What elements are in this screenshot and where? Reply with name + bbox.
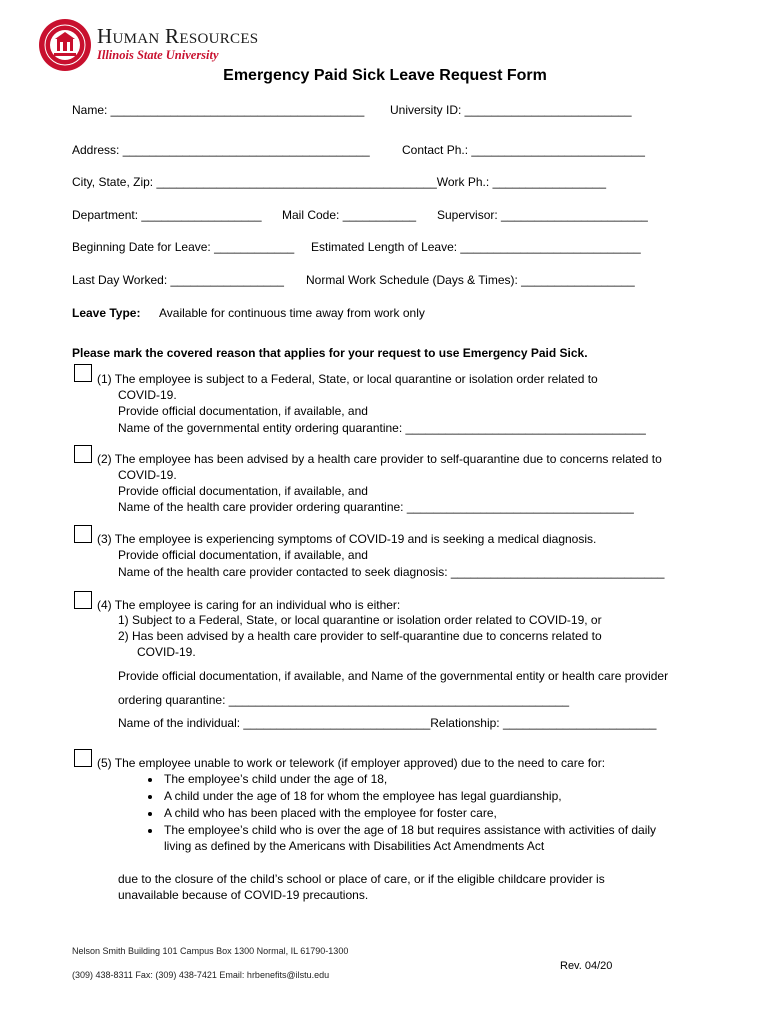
reason-5-bullet-4: The employee’s child who is over the age of 18 but requires assistance with activities of daily bbox=[164, 823, 657, 837]
reason-3-provider-field[interactable]: Name of the health care provider contacted to seek diagnosis: ________________________________ bbox=[118, 565, 665, 579]
address-field[interactable]: Address: _____________________________________ bbox=[72, 143, 370, 157]
reason-4-sub-2: 2) Has been advised by a health care provider to self-quarantine due to concerns related to bbox=[118, 629, 602, 643]
reason-2-text: (2) The employee has been advised by a health care provider to self-quarantine due to concerns related to bbox=[97, 452, 662, 466]
reason-2-provider-field[interactable]: Name of the health care provider ordering quarantine: __________________________________ bbox=[118, 500, 634, 514]
reason-1-doc-text: Provide official documentation, if available, and bbox=[118, 404, 368, 418]
reason-5-closing-cont: unavailable because of COVID-19 precautions. bbox=[118, 888, 369, 902]
reason-2-checkbox[interactable] bbox=[74, 445, 92, 463]
estimated-length-field[interactable]: Estimated Length of Leave: ___________________________ bbox=[311, 240, 641, 254]
reason-5-bullet-2: A child under the age of 18 for whom the employee has legal guardianship, bbox=[164, 789, 562, 803]
mail-code-field[interactable]: Mail Code: ___________ bbox=[282, 208, 417, 222]
bullet-icon bbox=[148, 829, 152, 833]
beginning-date-field[interactable]: Beginning Date for Leave: ____________ bbox=[72, 240, 295, 254]
reason-4-individual-field[interactable]: Name of the individual: ____________________________Relationship: _______________________ bbox=[118, 716, 657, 730]
reason-3-doc-text: Provide official documentation, if available, and bbox=[118, 548, 368, 562]
reason-1-entity-field[interactable]: Name of the governmental entity ordering quarantine: ____________________________________ bbox=[118, 421, 646, 435]
university-seal-icon bbox=[38, 18, 92, 72]
leave-type-label: Leave Type: bbox=[72, 306, 141, 320]
reason-4-sub-1: 1) Subject to a Federal, State, or local quarantine or isolation order related to COVID-19, or bbox=[118, 613, 602, 627]
department-field[interactable]: Department: __________________ bbox=[72, 208, 262, 222]
bullet-icon bbox=[148, 795, 152, 799]
reason-1-checkbox[interactable] bbox=[74, 364, 92, 382]
contact-phone-field[interactable]: Contact Ph.: __________________________ bbox=[402, 143, 645, 157]
reason-5-bullet-4-cont: living as defined by the Americans with Disabilities Act Amendments Act bbox=[164, 839, 545, 853]
reason-3-checkbox[interactable] bbox=[74, 525, 92, 543]
instruction-text: Please mark the covered reason that applies for your request to use Emergency Paid Sick. bbox=[72, 346, 588, 360]
reason-4-sub-2-cont: COVID-19. bbox=[137, 645, 196, 659]
reason-5-text: (5) The employee unable to work or telework (if employer approved) due to the need to care for: bbox=[97, 756, 606, 770]
last-day-worked-field[interactable]: Last Day Worked: _________________ bbox=[72, 273, 284, 287]
bullet-icon bbox=[148, 812, 152, 816]
footer-contact: (309) 438-8311 Fax: (309) 438-7421 Email: hrbenefits@ilstu.edu bbox=[72, 970, 330, 980]
city-state-zip-field[interactable]: City, State, Zip: __________________________________________Work Ph.: _________________ bbox=[72, 175, 607, 189]
leave-type-value: Available for continuous time away from work only bbox=[159, 306, 425, 320]
footer-address: Nelson Smith Building 101 Campus Box 1300 Normal, IL 61790-1300 bbox=[72, 946, 349, 956]
reason-4-doc-text: Provide official documentation, if available, and Name of the governmental entity or health care provider bbox=[118, 669, 669, 683]
university-id-field[interactable]: University ID: _________________________ bbox=[390, 103, 632, 117]
reason-5-bullet-1: The employee’s child under the age of 18, bbox=[164, 772, 388, 786]
org-subtitle: Illinois State University bbox=[97, 48, 219, 62]
reason-4-ordering-field[interactable]: ordering quarantine: ___________________________________________________ bbox=[118, 693, 570, 707]
reason-5-checkbox[interactable] bbox=[74, 749, 92, 767]
reason-1-text: (1) The employee is subject to a Federal, State, or local quarantine or isolation order related to bbox=[97, 372, 598, 386]
normal-schedule-field[interactable]: Normal Work Schedule (Days & Times): _________________ bbox=[306, 273, 635, 287]
reason-1-text-cont: COVID-19. bbox=[118, 388, 177, 402]
revision-label: Rev. 04/20 bbox=[560, 960, 613, 972]
reason-3-text: (3) The employee is experiencing symptoms of COVID-19 and is seeking a medical diagnosis. bbox=[97, 532, 597, 546]
reason-2-doc-text: Provide official documentation, if available, and bbox=[118, 484, 368, 498]
reason-2-text-cont: COVID-19. bbox=[118, 468, 177, 482]
bullet-icon bbox=[148, 778, 152, 782]
form-title: Emergency Paid Sick Leave Request Form bbox=[223, 67, 547, 84]
org-title: Human Resources bbox=[97, 24, 259, 48]
reason-4-checkbox[interactable] bbox=[74, 591, 92, 609]
reason-5-bullet-3: A child who has been placed with the employee for foster care, bbox=[164, 806, 497, 820]
name-field[interactable]: Name: ______________________________________ bbox=[72, 103, 365, 117]
reason-4-text: (4) The employee is caring for an individual who is either: bbox=[97, 598, 401, 612]
reason-5-closing: due to the closure of the child’s school or place of care, or if the eligible childcare provider is bbox=[118, 872, 605, 886]
supervisor-field[interactable]: Supervisor: ______________________ bbox=[437, 208, 648, 222]
